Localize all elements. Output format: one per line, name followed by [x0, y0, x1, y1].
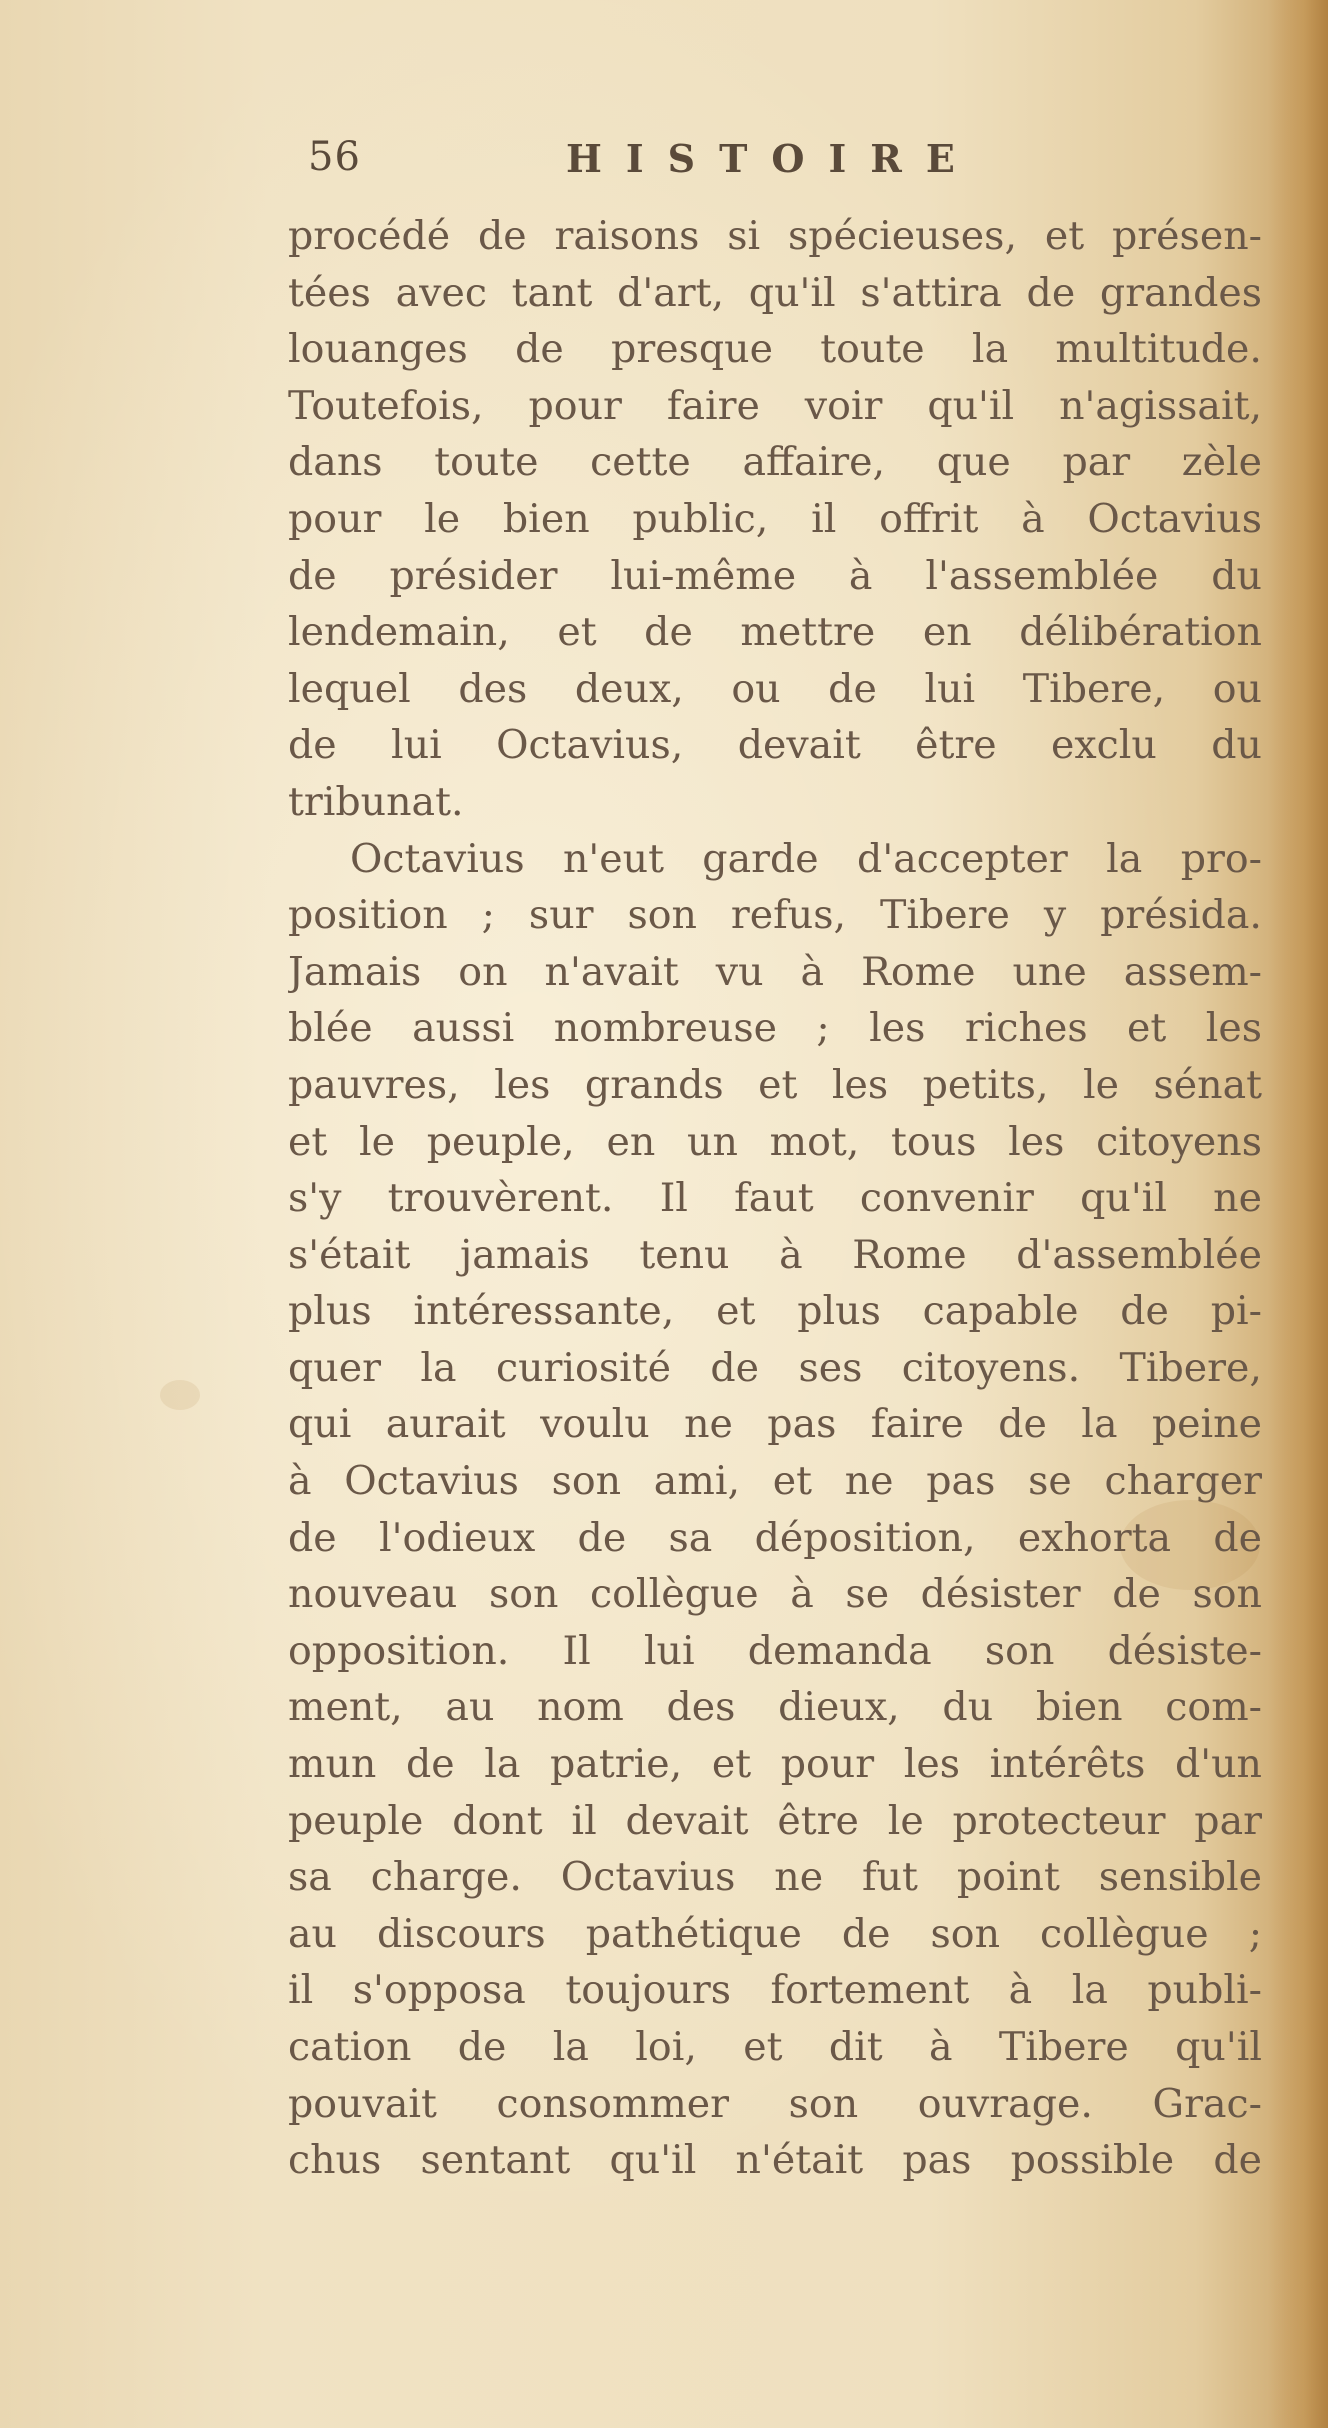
text-line: de présider lui-même à l'assemblée du — [288, 552, 1262, 599]
text-line: de l'odieux de sa déposition, exhorta de — [288, 1514, 1262, 1561]
page-number: 56 — [308, 134, 361, 180]
text-line: tées avec tant d'art, qu'il s'attira de grandes — [288, 269, 1262, 316]
text-line: blée aussi nombreuse ; les riches et les — [288, 1005, 1262, 1052]
text-line: quer la curiosité de ses citoyens. Tibere, — [288, 1344, 1262, 1391]
text-line: s'était jamais tenu à Rome d'assemblée — [288, 1231, 1262, 1278]
text-line: plus intéressante, et plus capable de pi- — [288, 1288, 1262, 1335]
text-line: Octavius n'eut garde d'accepter la pro- — [350, 835, 1262, 882]
text-line: ment, au nom des dieux, du bien com- — [288, 1684, 1262, 1731]
text-line: pouvait consommer son ouvrage. Grac- — [288, 2080, 1262, 2127]
text-line: qui aurait voulu ne pas faire de la peine — [288, 1401, 1262, 1448]
paper-stain — [160, 1380, 200, 1410]
text-line: dans toute cette affaire, que par zèle — [288, 439, 1262, 486]
text-line: et le peuple, en un mot, tous les citoyens — [288, 1118, 1262, 1165]
text-line: chus sentant qu'il n'était pas possible de — [288, 2137, 1262, 2184]
text-line: lendemain, et de mettre en délibération — [288, 609, 1262, 656]
text-line: s'y trouvèrent. Il faut convenir qu'il ne — [288, 1175, 1262, 1222]
text-line: opposition. Il lui demanda son désiste- — [288, 1627, 1262, 1674]
page-header — [308, 130, 1028, 200]
text-line: au discours pathétique de son collègue ; — [288, 1910, 1262, 1957]
text-line: tribunat. — [288, 778, 464, 825]
text-line: lequel des deux, ou de lui Tibere, ou — [288, 665, 1262, 712]
text-line: pauvres, les grands et les petits, le sénat — [288, 1061, 1262, 1108]
text-line: nouveau son collègue à se désister de son — [288, 1571, 1262, 1618]
text-line: à Octavius son ami, et ne pas se charger — [288, 1458, 1262, 1505]
text-line: pour le bien public, il offrit à Octavius — [288, 495, 1262, 542]
text-line: louanges de presque toute la multitude. — [288, 326, 1262, 373]
text-line: position ; sur son refus, Tibere y présida. — [288, 892, 1262, 939]
text-line: de lui Octavius, devait être exclu du — [288, 722, 1262, 769]
running-title: HISTOIRE — [566, 136, 979, 181]
page-edge-shading — [1268, 0, 1328, 2428]
paragraph-2 — [288, 831, 1262, 2189]
text-line: Jamais on n'avait vu à Rome une assem- — [288, 948, 1262, 995]
body-text — [288, 208, 1262, 2189]
paragraph-1 — [288, 208, 1262, 831]
text-line: Toutefois, pour faire voir qu'il n'agissait, — [288, 382, 1262, 429]
text-line: peuple dont il devait être le protecteur par — [288, 1797, 1262, 1844]
text-line: mun de la patrie, et pour les intérêts d'un — [288, 1741, 1262, 1788]
text-line: sa charge. Octavius ne fut point sensible — [288, 1854, 1262, 1901]
text-line: il s'opposa toujours fortement à la publi- — [288, 1967, 1262, 2014]
text-line: cation de la loi, et dit à Tibere qu'il — [288, 2024, 1262, 2070]
text-line: procédé de raisons si spécieuses, et présen- — [288, 213, 1262, 259]
